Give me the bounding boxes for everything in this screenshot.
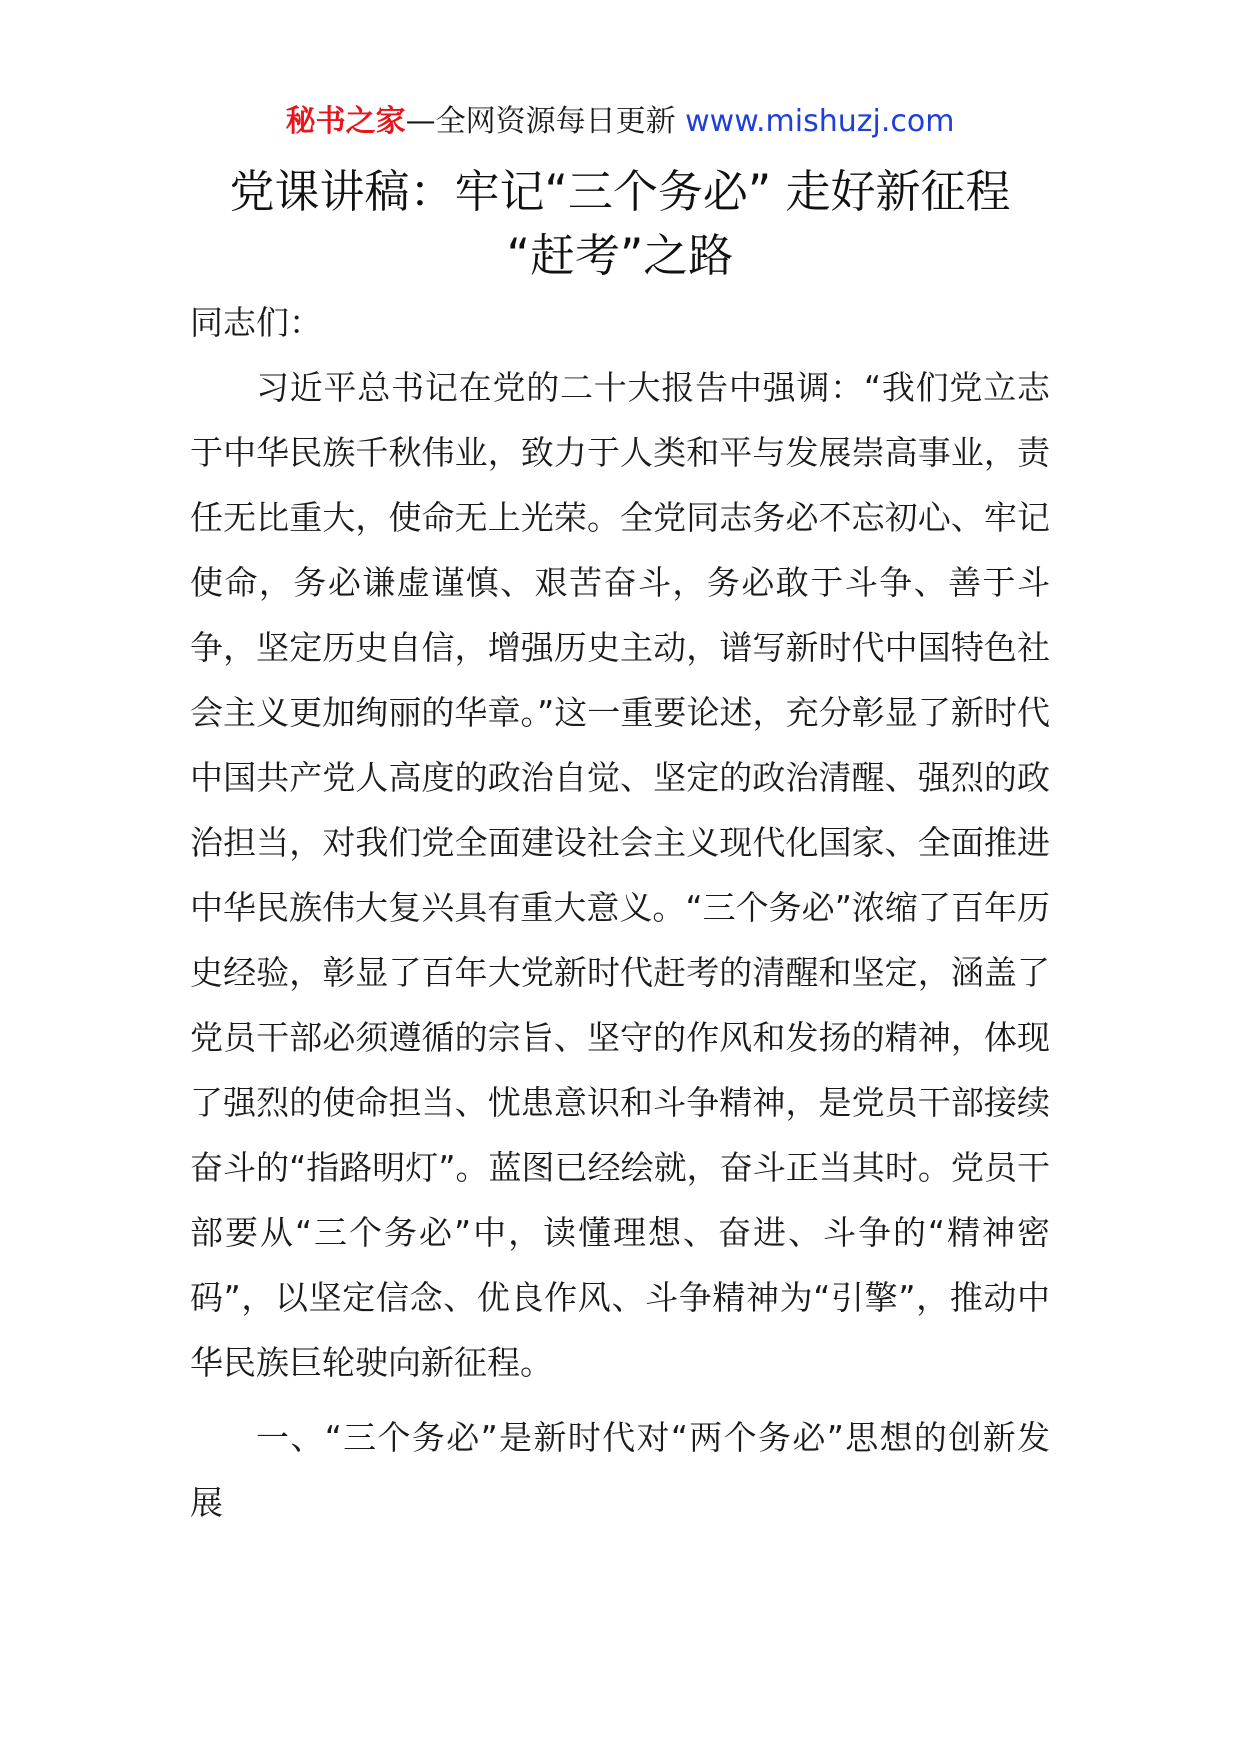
document-title: [150, 160, 1090, 288]
body-paragraph: 习近平总书记在党的二十大报告中强调：“我们党立志于中华民族千秋伟业，致力于人类和平与发展崇高事业，责任无比重大，使命无上光荣。全党同志务必不忘初心、牢记使命，务必谦虚谨慎、艰苦奋斗，务必敢于斗争、善于斗争，坚定历史自信，增强历史主动，谱写新时代中国特色社会主义更加绚丽的华章。”这一重要论述，充分彰显了新时代中国共产党人高度的政治自觉、坚定的政治清醒、强烈的政治担当，对我们党全面建设社会主义现代化国家、全面推进中华民族伟大复兴具有重大意义。“三个务必”浓缩了百年历史经验，彰显了百年大党新时代赶考的清醒和坚定，涵盖了党员干部必须遵循的宗旨、坚守的作风和发扬的精神，体现了强烈的使命担当、忧患意识和斗争精神，是党员干部接续奋斗的“指路明灯”。蓝图已经绘就，奋斗正当其时。党员干部要从“三个务必”中，读懂理想、奋进、斗争的“精神密码”，以坚定信念、优良作风、斗争精神为“引擎”，推动中华民族巨轮驶向新征程。: [190, 368, 1050, 1382]
site-brand: 秘书之家: [285, 104, 406, 139]
document-title-line-2: “赶考”之路: [506, 229, 734, 282]
site-slogan: —全网资源每日更新: [405, 104, 676, 139]
document-body: [190, 290, 1050, 1535]
site-header: [0, 100, 1240, 144]
salutation: 同志们：: [190, 303, 322, 342]
section-heading: 一、“三个务必”是新时代对“两个务必”思想的创新发展: [190, 1418, 1050, 1522]
site-url-link[interactable]: www.mishuzj.com: [685, 104, 955, 139]
document-title-line-1: 党课讲稿：牢记“三个务必” 走好新征程: [229, 165, 1011, 218]
